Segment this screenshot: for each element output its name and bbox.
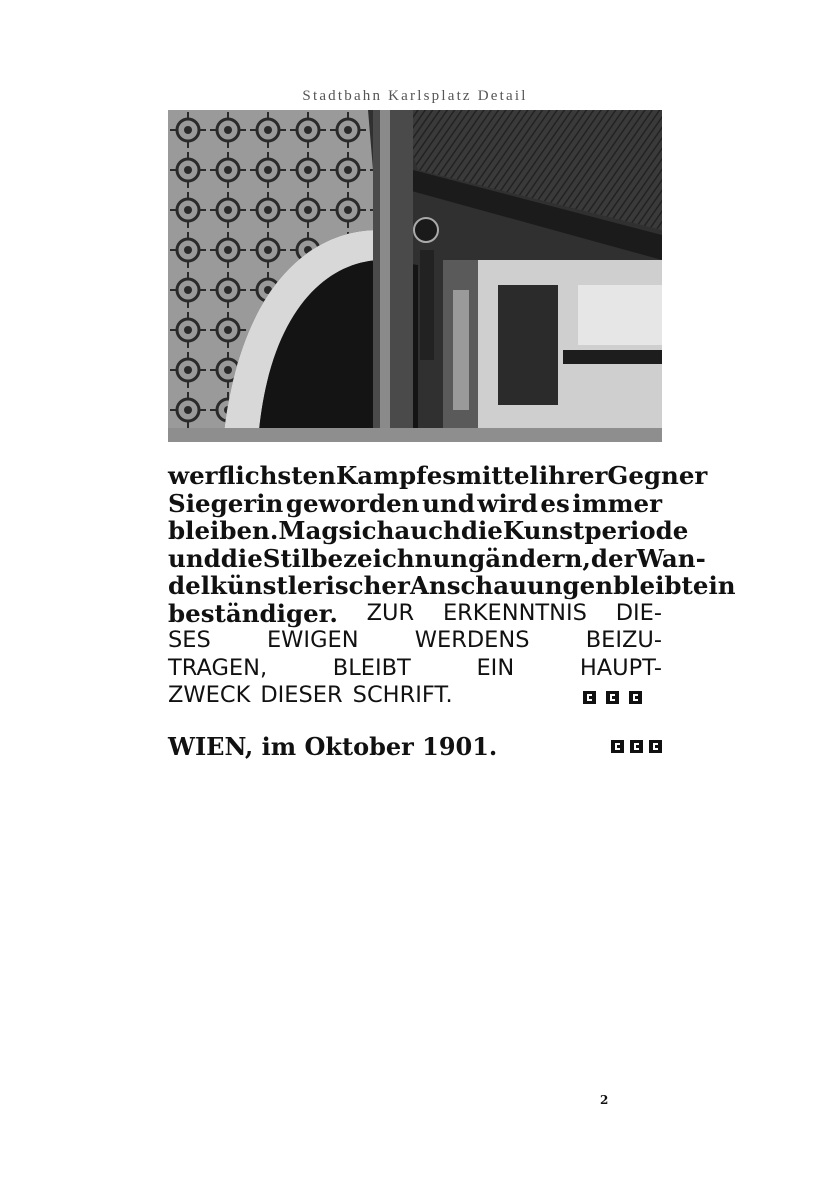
text-word: die [460, 516, 503, 545]
text-word: DIESER [260, 682, 343, 708]
text-word: und [422, 488, 475, 518]
text-word: bleiben. [168, 516, 279, 545]
text-word: EWIGEN [266, 627, 359, 653]
text-word: Gegner [607, 461, 708, 490]
photo-illustration [168, 110, 662, 442]
text-word: ein [692, 571, 736, 600]
text-line [168, 461, 708, 490]
text-word: Siegerin [168, 488, 284, 518]
text-word: WERDENS [414, 627, 530, 653]
plate-caption: Stadtbahn Karlsplatz Detail [302, 88, 528, 104]
text-word: SES [168, 627, 211, 653]
text-word: HAUPT- [579, 654, 662, 681]
text-word: bleibt [613, 571, 693, 600]
text-word: DIE- [615, 599, 662, 626]
text-word: wird [477, 488, 538, 518]
text-line [168, 490, 662, 518]
text-word: auch [394, 516, 461, 545]
text-word: TRAGEN, [168, 654, 268, 681]
text-word: Wan- [636, 543, 706, 573]
text-word: BEIZU- [585, 627, 662, 653]
text-word: Anschauungen [409, 571, 614, 600]
text-word: Kunstperiode [502, 516, 689, 545]
body-text [168, 461, 736, 710]
square-bracket-ornament-icon [583, 691, 596, 704]
text-word: EIN [476, 654, 515, 681]
signoff-text: WIEN, im Oktober 1901. [168, 732, 498, 761]
text-word: und [168, 543, 221, 573]
signoff-line [168, 732, 662, 761]
text-line [168, 543, 706, 573]
text-line [168, 627, 662, 655]
text-word: werflichsten [168, 461, 336, 490]
text-word: der [590, 543, 637, 573]
text-word: geworden [285, 488, 420, 518]
text-word: sich [338, 516, 395, 545]
text-word: Stilbezeichnung [262, 543, 486, 573]
text-line [168, 682, 662, 710]
text-word: es [540, 488, 570, 518]
text-line [168, 516, 689, 545]
text-word: die [220, 543, 263, 573]
square-bracket-ornament-icon [611, 740, 624, 753]
text-word: ZUR [366, 599, 415, 626]
text-line [168, 571, 736, 600]
text-word: del [168, 571, 211, 600]
text-word: beständiger. [168, 598, 338, 628]
closing-ornaments [583, 682, 652, 710]
text-line [168, 655, 662, 683]
square-bracket-ornament-icon [630, 740, 643, 753]
text-line [168, 600, 662, 628]
text-word: künstlerischer [210, 571, 410, 600]
text-word: immer [572, 488, 662, 518]
text-word: ERKENNTNIS [442, 599, 587, 626]
text-word: ihrer [538, 461, 608, 490]
signoff-ornaments [611, 740, 662, 753]
square-bracket-ornament-icon [606, 691, 619, 704]
text-word: Kampfesmittel [335, 461, 539, 490]
text-word: BLEIBT [332, 654, 411, 681]
text-word: ändern, [485, 543, 591, 573]
text-word: Mag [278, 516, 339, 545]
text-word: ZWECK [168, 682, 251, 708]
page-number: 2 [600, 1093, 609, 1107]
architectural-photo [168, 110, 662, 442]
text-word: SCHRIFT. [352, 682, 453, 708]
square-bracket-ornament-icon [629, 691, 642, 704]
square-bracket-ornament-icon [649, 740, 662, 753]
